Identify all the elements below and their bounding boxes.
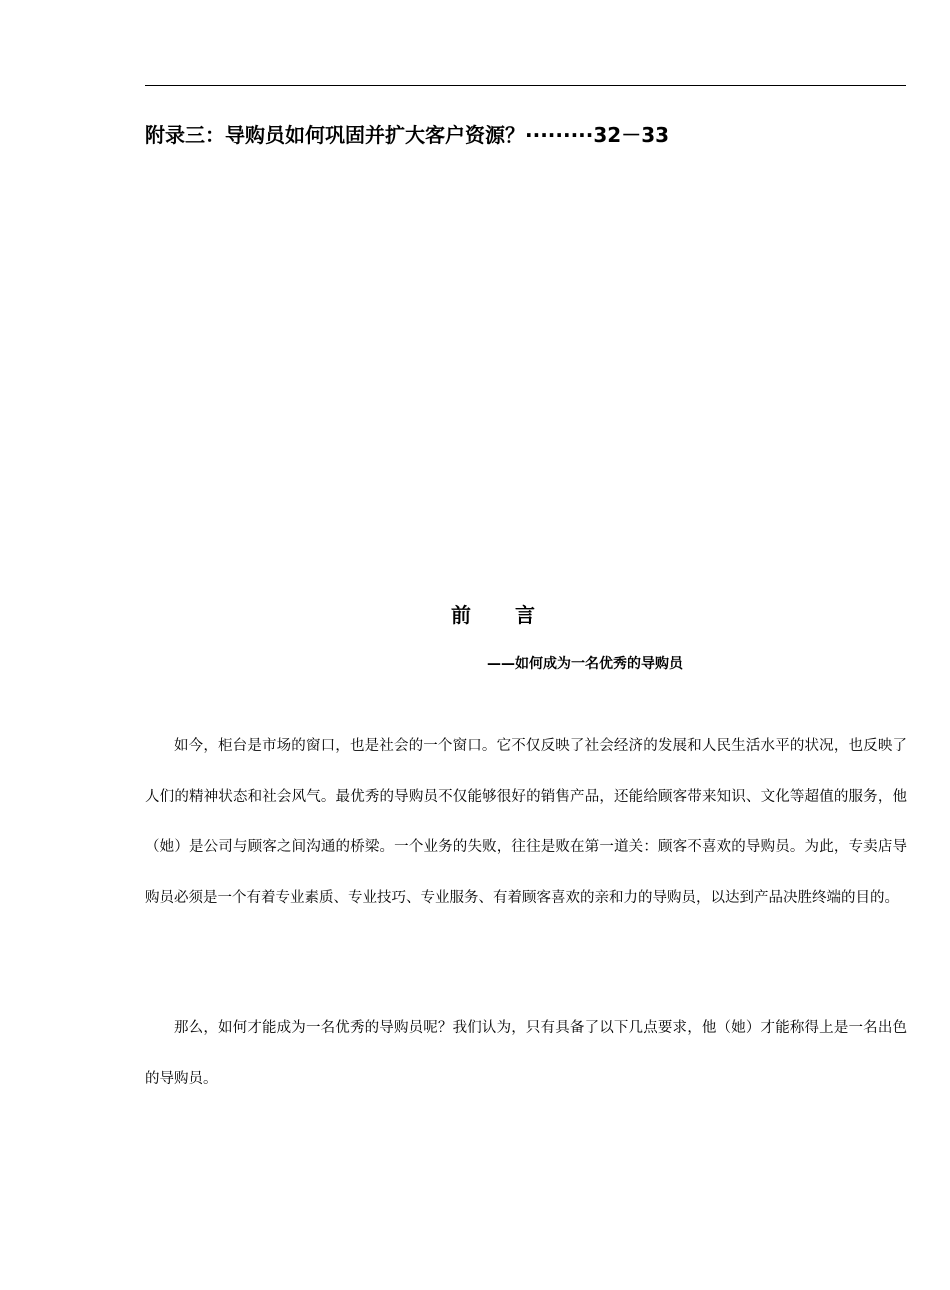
preface-paragraph-2: 那么，如何才能成为一名优秀的导购员呢？我们认为，只有具备了以下几点要求，他（她）才能称得上是一名出色的导购员。 [145,1020,907,1087]
preface-title: 前言 [451,603,579,627]
preface-paragraph-1: 如今，柜台是市场的窗口，也是社会的一个窗口。它不仅反映了社会经济的发展和人民生活水平的状况，也反映了人们的精神状态和社会风气。最优秀的导购员不仅能够很好的销售产品，还能给顾客带来知识、文化等超值的服务，他（她）是公司与顾客之间沟通的桥梁。一个业务的失败，往往是败在第一道关：顾客不喜欢的导购员。为此，专卖店导购员必须是一个有着专业素质、专业技巧、专业服务、有着顾客喜欢的亲和力的导购员，以达到产品决胜终端的目的。 [145,738,907,906]
header-rule [145,85,906,86]
toc-entry-appendix-3: 附录三：导购员如何巩固并扩大客户资源？·········32－33 [145,123,670,147]
preface-subtitle: ——如何成为一名优秀的导购员 [487,656,683,672]
